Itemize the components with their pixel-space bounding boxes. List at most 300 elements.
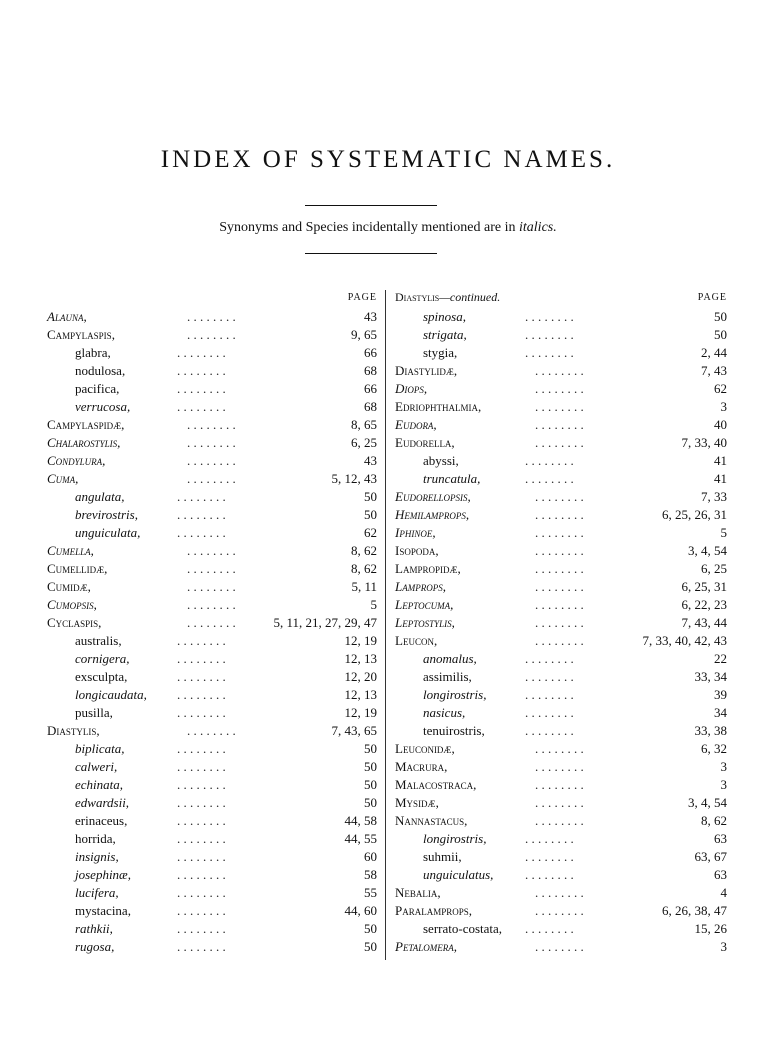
left-entry-row [47, 398, 377, 416]
dot-leader: . . . . . . . . [187, 471, 236, 486]
dot-leader: . . . . . . . . [535, 435, 584, 450]
right-entry-row [395, 398, 727, 416]
genus-name: Iphinoe, [395, 525, 436, 540]
page-header-label: PAGE [697, 292, 727, 303]
right-entry-row [395, 326, 727, 344]
left-entry-row [47, 362, 377, 380]
dot-leader: . . . . . . . . [187, 579, 236, 594]
dot-leader: . . . . . . . . [535, 525, 584, 540]
dot-leader: . . . . . . . . [187, 597, 236, 612]
genus-name: Edriophthalmia, [395, 399, 482, 414]
page-numbers: 63 [710, 866, 727, 884]
genus-name: Macrura, [395, 759, 448, 774]
dot-leader: . . . . . . . . [525, 831, 574, 846]
species-name: longirostris, [423, 687, 487, 702]
dot-leader: . . . . . . . . [177, 795, 226, 810]
left-entry-row [47, 812, 377, 830]
dot-leader: . . . . . . . . [187, 453, 236, 468]
right-entry-row [395, 938, 727, 956]
page-numbers: 7, 43 [697, 362, 727, 380]
page-numbers: 8, 65 [347, 416, 377, 434]
genus-name: Hemilamprops, [395, 507, 470, 522]
left-entry-row [47, 578, 377, 596]
left-entry-list [47, 308, 377, 956]
genus-name: Isopoda, [395, 543, 439, 558]
genus-name: Nannastacus, [395, 813, 468, 828]
left-entry-row [47, 668, 377, 686]
page-numbers: 5 [717, 524, 728, 542]
species-name: glabra, [75, 345, 111, 360]
page-numbers: 22 [710, 650, 727, 668]
page-numbers: 6, 25 [347, 434, 377, 452]
left-entry-row [47, 344, 377, 362]
species-name: assimilis, [423, 669, 472, 684]
dot-leader: . . . . . . . . [187, 615, 236, 630]
right-column-header [395, 290, 727, 308]
genus-name: Petalomera, [395, 939, 458, 954]
page-numbers: 33, 34 [691, 668, 728, 686]
dot-leader: . . . . . . . . [177, 777, 226, 792]
left-entry-row [47, 704, 377, 722]
page-numbers: 5, 12, 43 [328, 470, 378, 488]
right-entry-row [395, 758, 727, 776]
genus-name: Alauna, [47, 309, 87, 324]
dot-leader: . . . . . . . . [535, 597, 584, 612]
genus-name: Eudorellopsis, [395, 489, 471, 504]
species-name: angulata, [75, 489, 125, 504]
page-numbers: 5, 11 [347, 578, 377, 596]
right-entry-row [395, 704, 727, 722]
page-numbers: 3 [717, 398, 728, 416]
left-entry-row [47, 920, 377, 938]
left-entry-row [47, 884, 377, 902]
species-name: echinata, [75, 777, 124, 792]
page-numbers: 50 [710, 308, 727, 326]
genus-name: Leucon, [395, 633, 438, 648]
left-entry-row [47, 416, 377, 434]
species-name: lucifera, [75, 885, 119, 900]
genus-name: Campylaspidæ, [47, 417, 125, 432]
species-name: biplicata, [75, 741, 125, 756]
left-entry-row [47, 776, 377, 794]
page-numbers: 43 [360, 452, 377, 470]
dot-leader: . . . . . . . . [535, 489, 584, 504]
page-numbers: 12, 19 [341, 704, 378, 722]
dot-leader: . . . . . . . . [177, 687, 226, 702]
dot-leader: . . . . . . . . [177, 705, 226, 720]
genus-name: Cumella, [47, 543, 94, 558]
page-numbers: 12, 20 [341, 668, 378, 686]
dot-leader: . . . . . . . . [535, 381, 584, 396]
right-entry-row [395, 884, 727, 902]
page-numbers: 12, 13 [341, 650, 378, 668]
left-entry-row [47, 740, 377, 758]
page-numbers: 6, 25, 31 [678, 578, 728, 596]
species-name: pusilla, [75, 705, 113, 720]
right-entry-row [395, 722, 727, 740]
species-name: horrida, [75, 831, 116, 846]
page-numbers: 60 [360, 848, 377, 866]
page-numbers: 63 [710, 830, 727, 848]
page-numbers: 5 [367, 596, 378, 614]
dot-leader: . . . . . . . . [177, 849, 226, 864]
dot-leader: . . . . . . . . [535, 795, 584, 810]
page-numbers: 8, 62 [347, 560, 377, 578]
page-numbers: 66 [360, 380, 377, 398]
genus-name: Diastylidæ, [395, 363, 458, 378]
page-numbers: 50 [360, 776, 377, 794]
left-entry-row [47, 542, 377, 560]
subtitle-text: Synonyms and Species incidentally mentioned are in [219, 220, 516, 235]
species-name: verrucosa, [75, 399, 131, 414]
right-entry-row [395, 740, 727, 758]
left-entry-row [47, 488, 377, 506]
page-numbers: 44, 60 [341, 902, 378, 920]
page-numbers: 7, 43, 65 [328, 722, 378, 740]
page-header-label: PAGE [347, 292, 377, 303]
dot-leader: . . . . . . . . [535, 777, 584, 792]
genus-name: Lamprops, [395, 579, 446, 594]
left-entry-row [47, 650, 377, 668]
left-entry-row [47, 830, 377, 848]
genus-name: Chalarostylis, [47, 435, 121, 450]
page-numbers: 55 [360, 884, 377, 902]
column-divider [385, 290, 386, 960]
genus-name: Leuconidæ, [395, 741, 455, 756]
page-numbers: 7, 33, 40, 42, 43 [639, 632, 728, 650]
dot-leader: . . . . . . . . [525, 705, 574, 720]
dot-leader: . . . . . . . . [535, 417, 584, 432]
left-column [47, 290, 377, 956]
right-entry-row [395, 560, 727, 578]
page-numbers: 6, 32 [697, 740, 727, 758]
genus-name: Condylura, [47, 453, 106, 468]
right-entry-row [395, 614, 727, 632]
left-entry-row [47, 902, 377, 920]
dot-leader: . . . . . . . . [177, 741, 226, 756]
dot-leader: . . . . . . . . [177, 903, 226, 918]
species-name: unguiculata, [75, 525, 141, 540]
species-name: mystacina, [75, 903, 131, 918]
left-column-header [47, 290, 377, 308]
dot-leader: . . . . . . . . [535, 633, 584, 648]
dot-leader: . . . . . . . . [535, 507, 584, 522]
left-entry-row [47, 866, 377, 884]
species-name: anomalus, [423, 651, 477, 666]
dot-leader: . . . . . . . . [535, 561, 584, 576]
page-numbers: 50 [360, 938, 377, 956]
dot-leader: . . . . . . . . [177, 921, 226, 936]
page-numbers: 6, 25, 26, 31 [658, 506, 727, 524]
species-name: exsculpta, [75, 669, 128, 684]
left-entry-row [47, 506, 377, 524]
species-name: serrato-costata, [423, 921, 503, 936]
dot-leader: . . . . . . . . [525, 849, 574, 864]
page-numbers: 39 [710, 686, 727, 704]
dot-leader: . . . . . . . . [535, 615, 584, 630]
species-name: unguiculatus, [423, 867, 494, 882]
right-entry-row [395, 668, 727, 686]
page-numbers: 6, 25 [697, 560, 727, 578]
page-numbers: 12, 19 [341, 632, 378, 650]
genus-name: Nebalia, [395, 885, 441, 900]
page-numbers: 58 [360, 866, 377, 884]
page-numbers: 5, 11, 21, 27, 29, 47 [269, 614, 377, 632]
species-name: strigata, [423, 327, 467, 342]
dot-leader: . . . . . . . . [525, 669, 574, 684]
dot-leader: . . . . . . . . [525, 471, 574, 486]
species-name: rathkii, [75, 921, 113, 936]
species-name: abyssi, [423, 453, 459, 468]
species-name: australis, [75, 633, 122, 648]
right-entry-row [395, 434, 727, 452]
dot-leader: . . . . . . . . [177, 885, 226, 900]
species-name: insignis, [75, 849, 119, 864]
page-numbers: 68 [360, 398, 377, 416]
species-name: suhmii, [423, 849, 462, 864]
right-entry-row [395, 776, 727, 794]
left-entry-row [47, 758, 377, 776]
dot-leader: . . . . . . . . [177, 813, 226, 828]
page-numbers: 8, 62 [697, 812, 727, 830]
right-entry-row [395, 650, 727, 668]
left-entry-row [47, 938, 377, 956]
left-entry-row [47, 794, 377, 812]
dot-leader: . . . . . . . . [177, 525, 226, 540]
left-entry-row [47, 434, 377, 452]
dot-leader: . . . . . . . . [525, 651, 574, 666]
page-numbers: 15, 26 [691, 920, 728, 938]
left-entry-row [47, 848, 377, 866]
dot-leader: . . . . . . . . [525, 327, 574, 342]
dot-leader: . . . . . . . . [187, 327, 236, 342]
dot-leader: . . . . . . . . [187, 435, 236, 450]
page-numbers: 3 [717, 758, 728, 776]
left-entry-row [47, 596, 377, 614]
genus-name: Cumellidæ, [47, 561, 108, 576]
dot-leader: . . . . . . . . [525, 687, 574, 702]
dot-leader: . . . . . . . . [177, 939, 226, 954]
dot-leader: . . . . . . . . [177, 633, 226, 648]
dot-leader: . . . . . . . . [535, 579, 584, 594]
left-entry-row [47, 560, 377, 578]
right-entry-row [395, 632, 727, 650]
page-numbers: 68 [360, 362, 377, 380]
dot-leader: . . . . . . . . [177, 507, 226, 522]
page-numbers: 4 [717, 884, 728, 902]
title-rule-top [305, 205, 437, 206]
page-numbers: 41 [710, 452, 727, 470]
right-entry-row [395, 380, 727, 398]
continued-label: —continued. [439, 290, 501, 304]
page-numbers: 43 [360, 308, 377, 326]
page-numbers: 50 [710, 326, 727, 344]
dot-leader: . . . . . . . . [177, 381, 226, 396]
right-column [395, 290, 727, 956]
dot-leader: . . . . . . . . [535, 813, 584, 828]
dot-leader: . . . . . . . . [535, 885, 584, 900]
dot-leader: . . . . . . . . [535, 363, 584, 378]
continued-genus: Diastylis [395, 290, 440, 304]
species-name: erinaceus, [75, 813, 128, 828]
dot-leader: . . . . . . . . [177, 345, 226, 360]
species-name: longicaudata, [75, 687, 147, 702]
page-numbers: 62 [360, 524, 377, 542]
title-rule-bottom [305, 253, 437, 254]
species-name: rugosa, [75, 939, 115, 954]
page-numbers: 3 [717, 938, 728, 956]
left-entry-row [47, 722, 377, 740]
left-entry-row [47, 380, 377, 398]
right-entry-row [395, 794, 727, 812]
right-entry-row [395, 920, 727, 938]
left-entry-row [47, 632, 377, 650]
genus-name: Malacostraca, [395, 777, 477, 792]
page-numbers: 3, 4, 54 [684, 542, 727, 560]
right-entry-row [395, 578, 727, 596]
dot-leader: . . . . . . . . [525, 867, 574, 882]
page-numbers: 66 [360, 344, 377, 362]
dot-leader: . . . . . . . . [177, 651, 226, 666]
genus-name: Cumidæ, [47, 579, 91, 594]
right-entry-row [395, 524, 727, 542]
left-entry-row [47, 524, 377, 542]
right-entry-row [395, 848, 727, 866]
dot-leader: . . . . . . . . [525, 309, 574, 324]
dot-leader: . . . . . . . . [535, 543, 584, 558]
species-name: stygia, [423, 345, 458, 360]
left-entry-row [47, 470, 377, 488]
dot-leader: . . . . . . . . [187, 309, 236, 324]
dot-leader: . . . . . . . . [177, 363, 226, 378]
left-entry-row [47, 452, 377, 470]
page-numbers: 8, 62 [347, 542, 377, 560]
right-entry-row [395, 308, 727, 326]
right-entry-row [395, 452, 727, 470]
page-numbers: 3, 4, 54 [684, 794, 727, 812]
dot-leader: . . . . . . . . [525, 723, 574, 738]
page-numbers: 40 [710, 416, 727, 434]
species-name: nasicus, [423, 705, 466, 720]
right-entry-row [395, 344, 727, 362]
species-name: longirostris, [423, 831, 487, 846]
page-numbers: 7, 33, 40 [678, 434, 728, 452]
genus-name: Campylaspis, [47, 327, 115, 342]
species-name: truncatula, [423, 471, 481, 486]
species-name: edwardsii, [75, 795, 130, 810]
dot-leader: . . . . . . . . [187, 543, 236, 558]
dot-leader: . . . . . . . . [525, 345, 574, 360]
right-entry-row [395, 830, 727, 848]
page-numbers: 41 [710, 470, 727, 488]
dot-leader: . . . . . . . . [535, 939, 584, 954]
page-numbers: 50 [360, 740, 377, 758]
page-numbers: 9, 65 [347, 326, 377, 344]
dot-leader: . . . . . . . . [187, 417, 236, 432]
page-numbers: 44, 55 [341, 830, 378, 848]
page-numbers: 62 [710, 380, 727, 398]
genus-name: Leptocuma, [395, 597, 454, 612]
page-numbers: 3 [717, 776, 728, 794]
species-name: nodulosa, [75, 363, 126, 378]
right-entry-row [395, 902, 727, 920]
page-numbers: 50 [360, 488, 377, 506]
right-entry-list [395, 308, 727, 956]
dot-leader: . . . . . . . . [535, 903, 584, 918]
right-entry-row [395, 362, 727, 380]
dot-leader: . . . . . . . . [177, 867, 226, 882]
page-numbers: 7, 43, 44 [678, 614, 728, 632]
dot-leader: . . . . . . . . [535, 759, 584, 774]
page-numbers: 7, 33 [697, 488, 727, 506]
page-numbers: 12, 13 [341, 686, 378, 704]
right-entry-row [395, 488, 727, 506]
left-entry-row [47, 614, 377, 632]
dot-leader: . . . . . . . . [187, 723, 236, 738]
dot-leader: . . . . . . . . [525, 921, 574, 936]
page-numbers: 2, 44 [697, 344, 727, 362]
species-name: spinosa, [423, 309, 466, 324]
page-numbers: 50 [360, 794, 377, 812]
right-entry-row [395, 812, 727, 830]
genus-name: Eudora, [395, 417, 437, 432]
left-entry-row [47, 308, 377, 326]
species-name: calweri, [75, 759, 118, 774]
page-numbers: 50 [360, 920, 377, 938]
page-numbers: 34 [710, 704, 727, 722]
genus-name: Mysidæ, [395, 795, 439, 810]
right-entry-row [395, 470, 727, 488]
left-entry-row [47, 326, 377, 344]
continued-heading [395, 290, 500, 305]
species-name: josephinæ, [75, 867, 131, 882]
species-name: brevirostris, [75, 507, 138, 522]
dot-leader: . . . . . . . . [187, 561, 236, 576]
page-numbers: 44, 58 [341, 812, 378, 830]
page-numbers: 50 [360, 758, 377, 776]
page-numbers: 6, 22, 23 [678, 596, 728, 614]
dot-leader: . . . . . . . . [177, 831, 226, 846]
subtitle [0, 220, 776, 236]
dot-leader: . . . . . . . . [177, 399, 226, 414]
genus-name: Cumopsis, [47, 597, 97, 612]
right-entry-row [395, 506, 727, 524]
genus-name: Diastylis, [47, 723, 100, 738]
right-entry-row [395, 542, 727, 560]
page-numbers: 50 [360, 506, 377, 524]
dot-leader: . . . . . . . . [177, 759, 226, 774]
species-name: pacifica, [75, 381, 120, 396]
genus-name: Cyclaspis, [47, 615, 102, 630]
right-entry-row [395, 866, 727, 884]
species-name: tenuirostris, [423, 723, 485, 738]
page-numbers: 33, 38 [691, 722, 728, 740]
genus-name: Diops, [395, 381, 428, 396]
right-entry-row [395, 686, 727, 704]
page-title: INDEX OF SYSTEMATIC NAMES. [160, 146, 616, 173]
dot-leader: . . . . . . . . [535, 399, 584, 414]
species-name: cornigera, [75, 651, 130, 666]
dot-leader: . . . . . . . . [535, 741, 584, 756]
subtitle-italic-word: italics. [519, 220, 557, 235]
genus-name: Eudorella, [395, 435, 455, 450]
genus-name: Lampropidæ, [395, 561, 461, 576]
right-entry-row [395, 416, 727, 434]
genus-name: Paralamprops, [395, 903, 472, 918]
dot-leader: . . . . . . . . [177, 489, 226, 504]
right-entry-row [395, 596, 727, 614]
page-numbers: 63, 67 [691, 848, 728, 866]
